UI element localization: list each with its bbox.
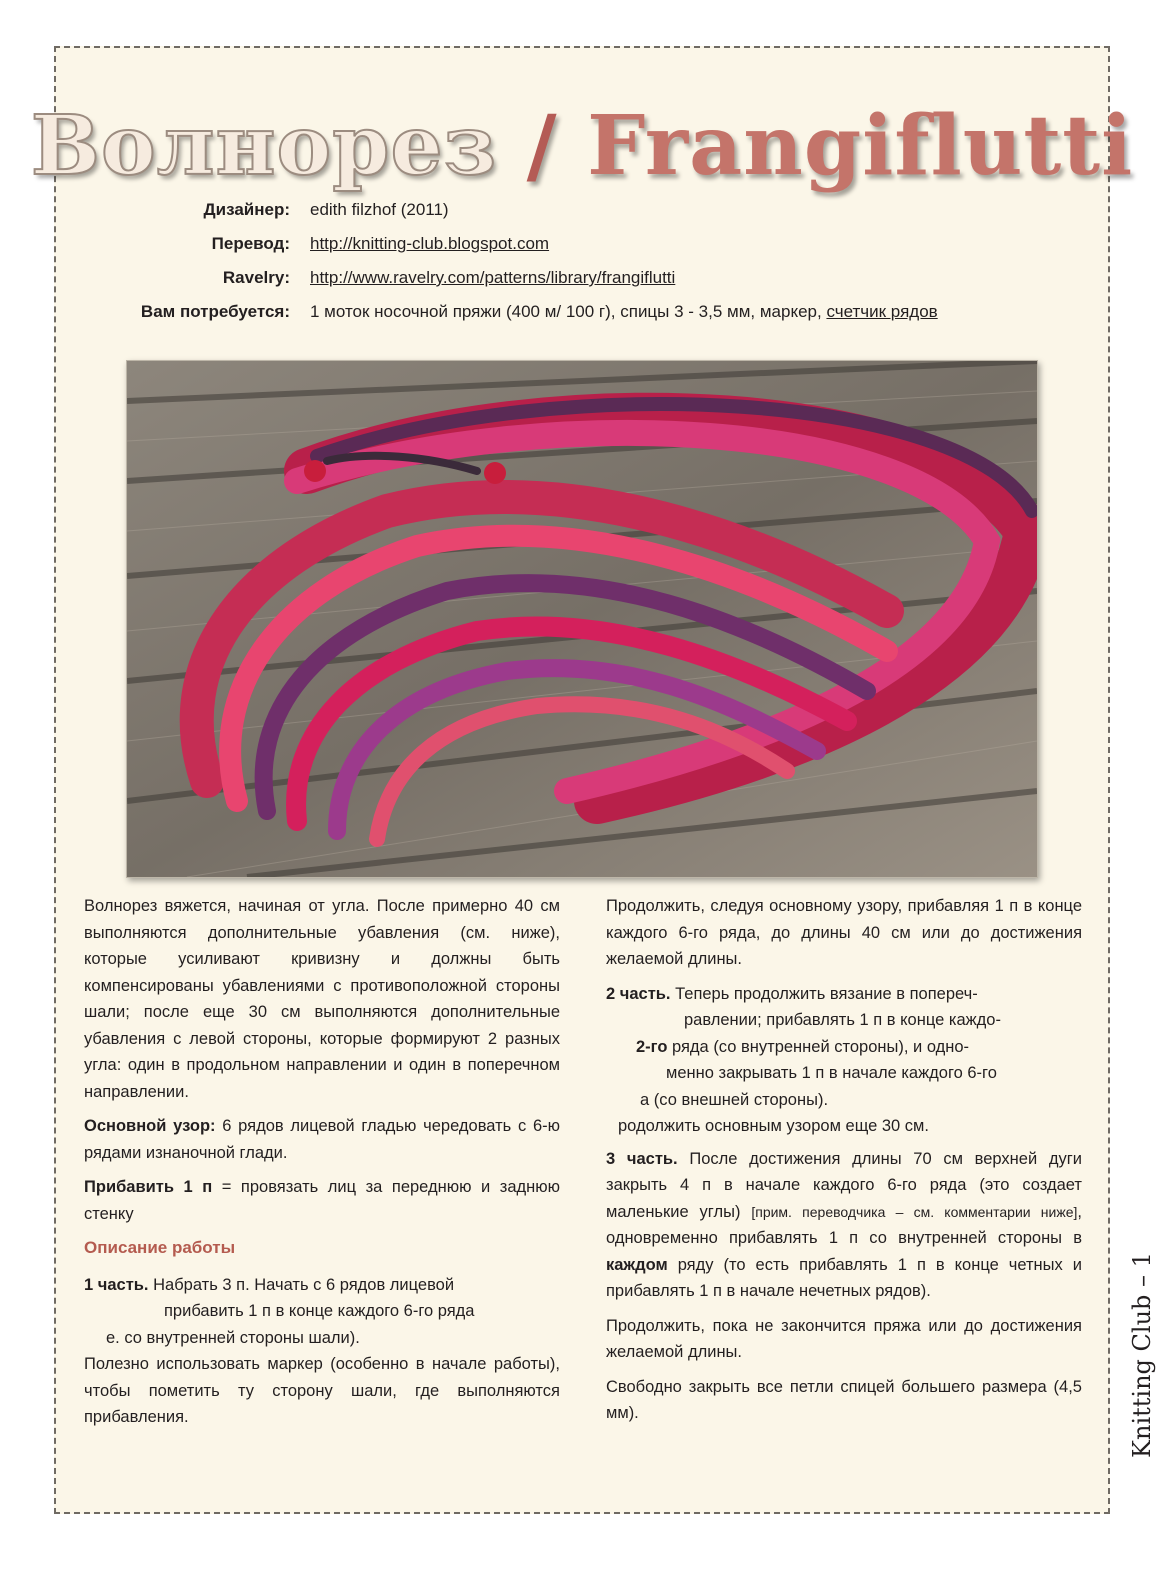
materials-value: [310, 302, 938, 322]
part1-label: 1 часть.: [84, 1275, 149, 1294]
translation-label: Перевод:: [211, 234, 290, 253]
sidebar-label: [1122, 1250, 1162, 1460]
title-italian: Frangiflutti: [587, 98, 1134, 194]
designer-value: edith filzhof (2011): [310, 200, 449, 219]
translation-link[interactable]: http://knitting-club.blogspot.com: [310, 234, 550, 253]
materials-label: Вам потребуется:: [140, 302, 290, 321]
part3-bold: каждом: [606, 1255, 668, 1274]
part3-label: 3 часть.: [606, 1149, 678, 1168]
shawl-photo: [126, 360, 1038, 878]
part3-note: [прим. переводчика – см. комментарии ниже]: [751, 1203, 1078, 1220]
section-heading: Описание работы: [84, 1238, 236, 1257]
ravelry-link[interactable]: http://www.ravelry.com/patterns/library/frangiflutti: [310, 268, 676, 287]
page-title: [0, 96, 1164, 196]
marker-paragraph: Полезно использовать маркер (особенно в начале работы), чтобы пометить ту сторону шали, где выполняются прибавления.: [84, 1355, 560, 1426]
increase-text: = провязать лиц за переднюю и заднюю стенку: [84, 1178, 560, 1223]
continue-paragraph-1: Продолжить, следуя основному узору, прибавляя 1 п в конце каждого 6-го ряда, до длины 40 см или до достижения желаемой длины.: [606, 897, 1082, 968]
pattern-text: 6 рядов лицевой гладью чередовать с 6-ю рядами изнаночной глади.: [84, 1117, 560, 1162]
part3-text1: После достижения длины 70 см верхней дуги закрыть 4 п в начале каждого 6-го ряда (это создает маленькие углы): [606, 1149, 1082, 1221]
pattern-label: Основной узор:: [84, 1117, 216, 1135]
materials-text: 1 моток носочной пряжи (400 м/ 100 г), спицы 3 - 3,5 мм, маркер,: [310, 302, 822, 321]
row-counter-link[interactable]: счетчик рядов: [826, 302, 938, 321]
ravelry-label: Ravelry:: [222, 268, 290, 287]
part1-line3: е. со внутренней стороны шали).: [106, 1328, 360, 1347]
designer-label: Дизайнер:: [203, 200, 290, 219]
part1-line1: Набрать 3 п. Начать с 6 рядов лицевой: [153, 1275, 455, 1294]
part2-line3: [606, 1034, 1082, 1061]
part2-line2: равлении; прибавлять 1 п в конце каждо-: [684, 1011, 1001, 1029]
continue-paragraph-2: Продолжить, пока не закончится пряжа или до достижения желаемой длины.: [606, 1316, 1082, 1361]
title-russian: Волнорез: [30, 98, 498, 194]
left-column: [84, 893, 560, 1439]
part2-block: [606, 981, 1082, 1140]
part2-bold: 2-го: [636, 1037, 668, 1056]
sidebar-text: Knitting Club – 1: [1128, 1252, 1156, 1458]
part2-line3-text: ряда (со внутренней стороны), и одно-: [672, 1037, 970, 1056]
increase-label: Прибавить 1 п: [84, 1178, 213, 1196]
part3-text3: ряду (то есть прибавлять 1 п в конце четных и прибавлять 1 п в начале нечетных рядов).: [606, 1255, 1082, 1300]
intro-paragraph: Волнорез вяжется, начиная от угла. После примерно 40 см выполняются дополнительные убавления (см. ниже), которые усиливают кривизну и должны быть компенсированы убавлениями с противоположной стороны шали; после еще 30 см выполняются дополнительные убавления с левой стороны, которые формируют 2 разных угла: один в продольном направлении и один в поперечном направлении.: [84, 897, 560, 1101]
pattern-paragraph: [84, 1113, 560, 1166]
part2-line1: Теперь продолжить вязание в попереч-: [675, 984, 978, 1003]
part1-line2: прибавить 1 п в конце каждого 6-го ряда: [164, 1302, 475, 1320]
part3-paragraph: [606, 1146, 1082, 1305]
part2-label: 2 часть.: [606, 984, 671, 1003]
part1-block: [84, 1272, 560, 1352]
bindoff-paragraph: Свободно закрыть все петли спицей большего размера (4,5 мм).: [606, 1377, 1082, 1422]
increase-paragraph: [84, 1174, 560, 1227]
part2-line5: а (со внешней стороны).: [640, 1090, 829, 1109]
title-separator: /: [526, 98, 558, 194]
part2-line6: родолжить основным узором еще 30 см.: [618, 1117, 929, 1135]
part2-line4: менно закрывать 1 п в начале каждого 6-го: [666, 1064, 997, 1082]
part3-text2: , одновременно прибавлять 1 п со внутренней стороны в: [606, 1202, 1082, 1247]
right-column: [606, 893, 1082, 1435]
